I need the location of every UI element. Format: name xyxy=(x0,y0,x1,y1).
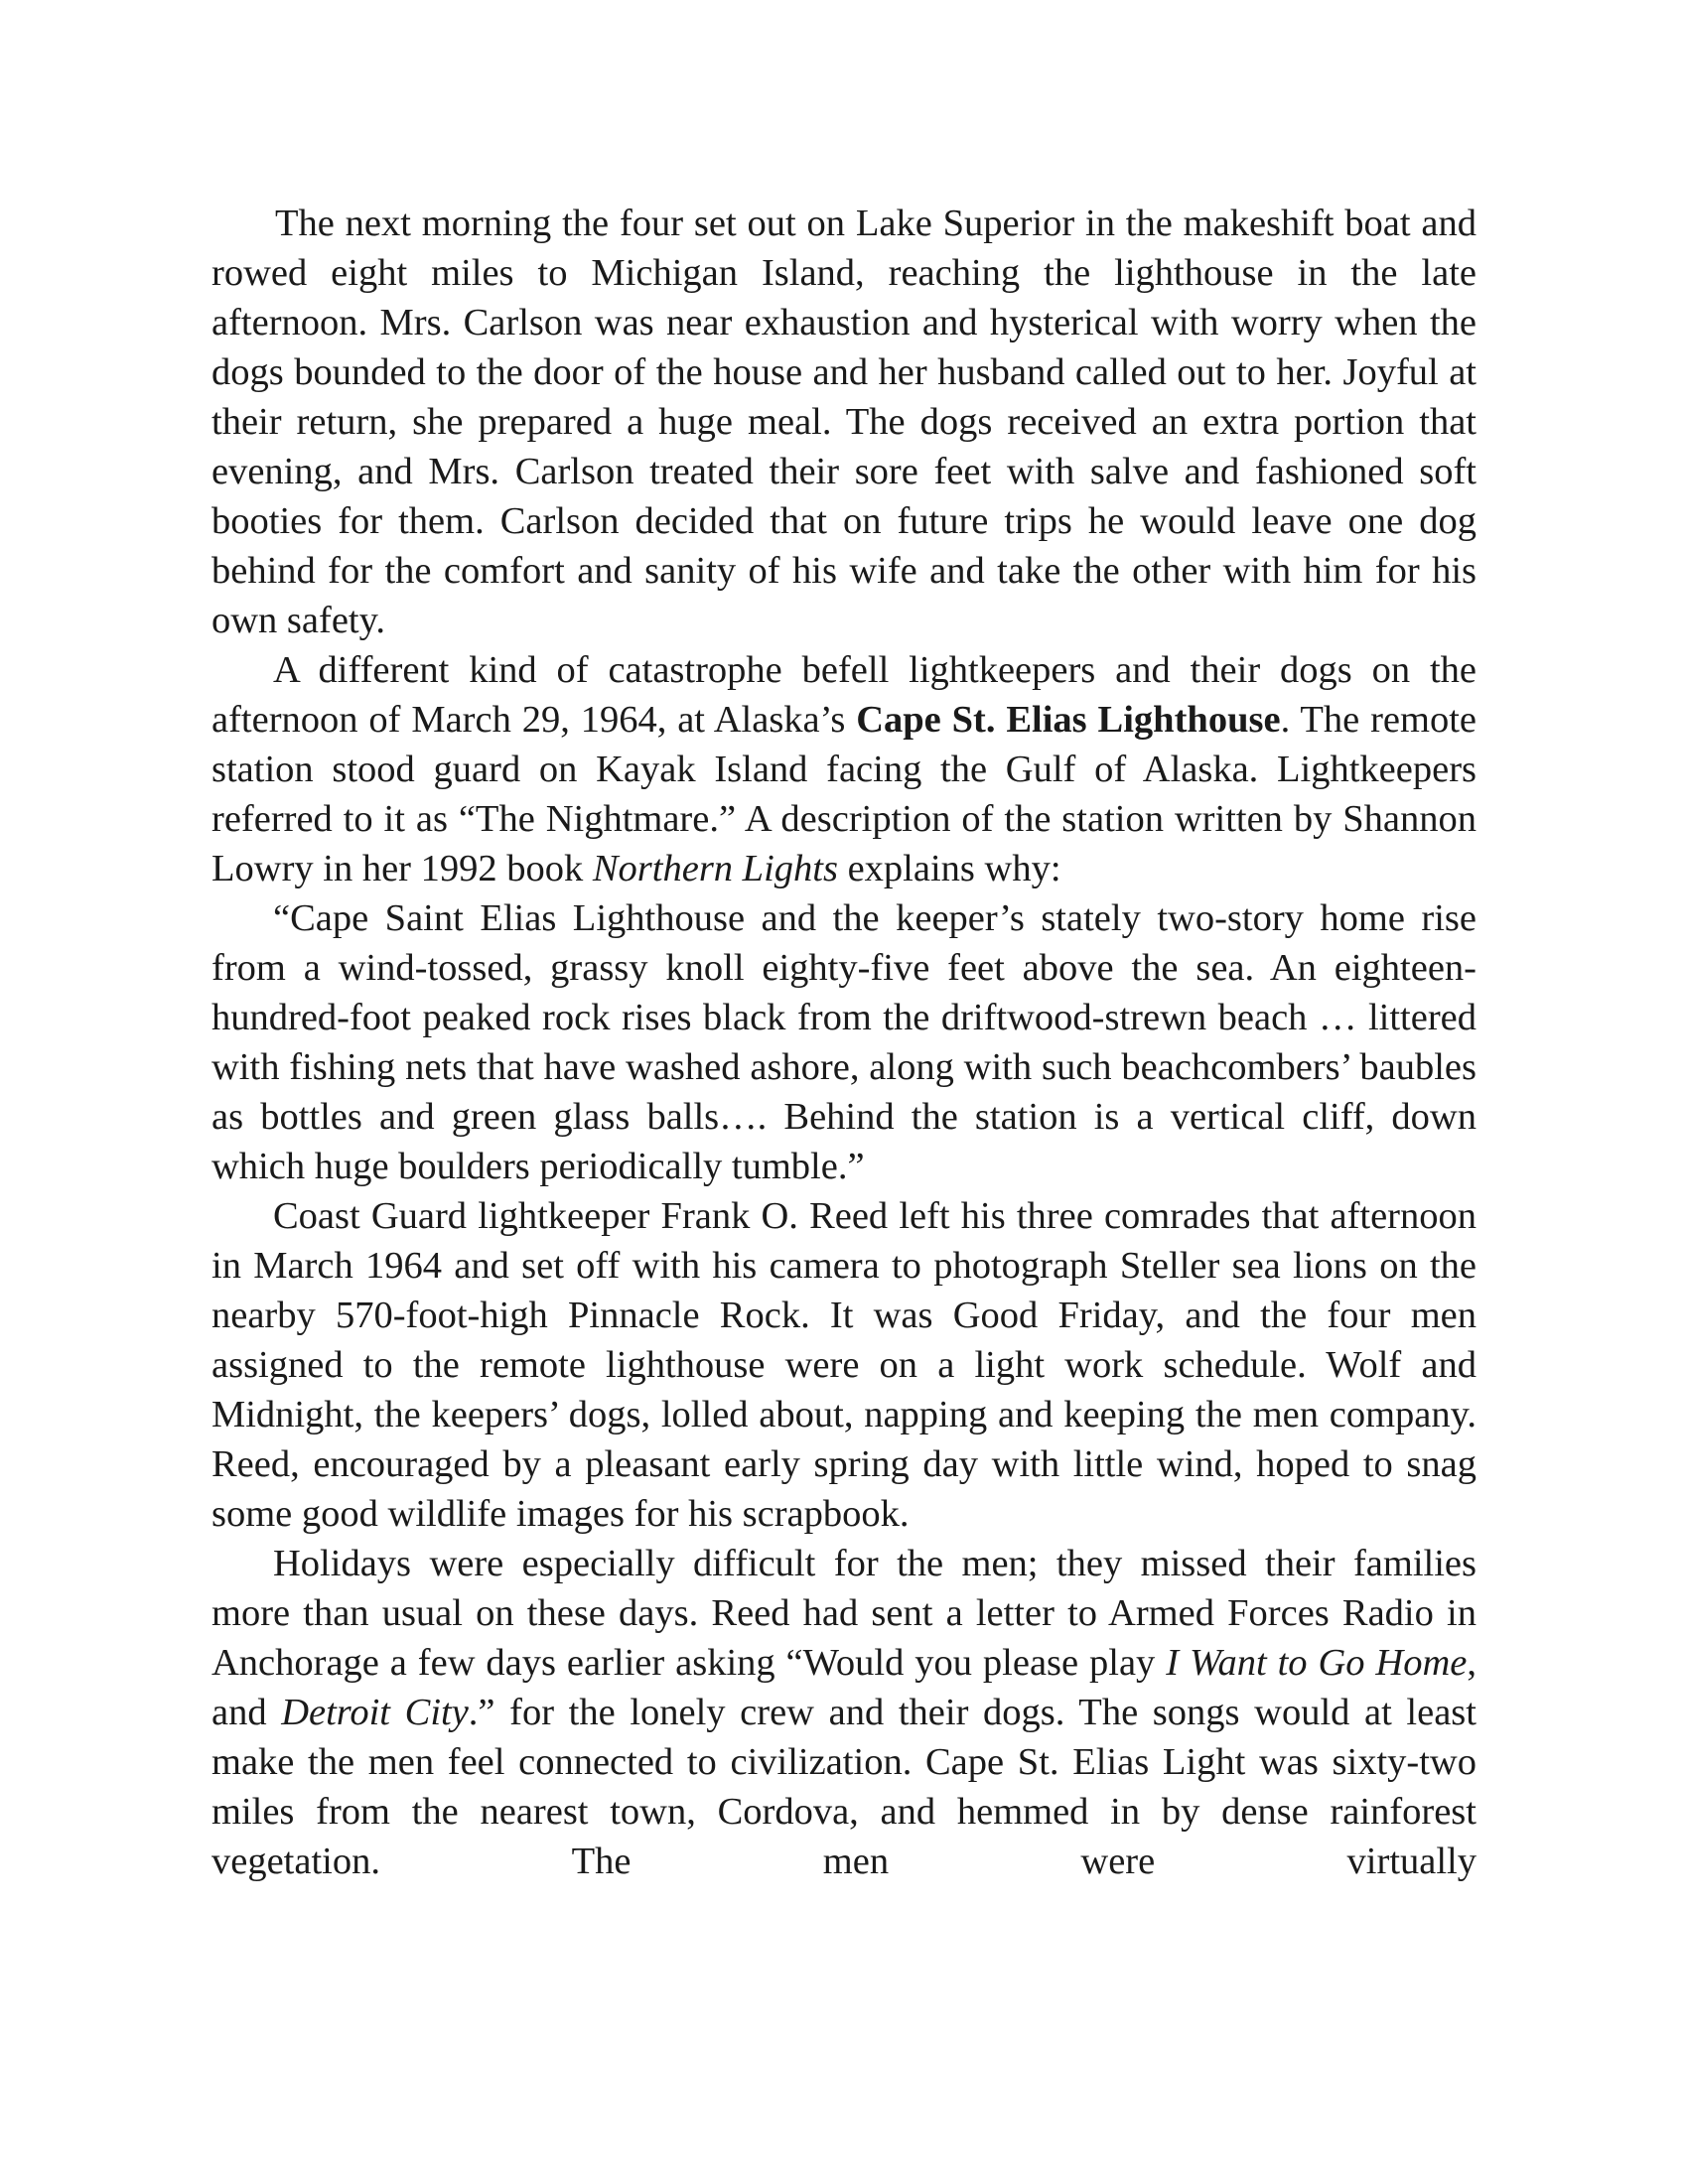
text-run: Holidays were especially difficult for the men; they missed their families more than usual on these days. Reed had sent a letter to Armed Forces Radio in Anchorage a few days earlier asking “Would you please play xyxy=(211,1543,1477,1684)
text-run: .” for the lonely crew and their dogs. The songs would at least make the men feel connected to civilization. Cape St. Elias Light was sixty-two miles from the nearest town, Cordova, and hemmed in by dense rainforest vegetation. The men were virtually xyxy=(211,1692,1477,1882)
text-run: The next morning the four set out on Lake Superior in the makeshift boat and rowed eight miles to Michigan Island, reaching the lighthouse in the late afternoon. Mrs. Carlson was near exhaustion and hysterical with worry when the dogs bounded to the door of the house and her husband called out to her. Joyful at their return, she prepared a huge meal. The dogs received an extra portion that evening, and Mrs. Carlson treated their sore feet with salve and fashioned soft booties for them. Carlson decided that on future trips he would leave one dog behind for the comfort and sanity of his wife and take the other with him for his own safety. xyxy=(211,203,1477,641)
book-title-italic: Northern Lights xyxy=(592,848,838,889)
text-run: A different kind of catastrophe befell lightkeepers and their dogs on the afternoon of March 29, 1964, at Alaska’s xyxy=(211,649,1477,741)
paragraph-cape-st-elias xyxy=(211,645,1477,893)
paragraph-carlson-return xyxy=(211,199,1477,645)
text-run: . The remote station stood guard on Kayak Island facing the Gulf of Alaska. Lightkeepers referred to it as “The Nightmare.” A description of the station written by Shannon Lowry in her 1992 book xyxy=(211,699,1477,889)
text-run: , and xyxy=(211,1642,1477,1733)
paragraph-holidays xyxy=(211,1539,1477,1886)
page-body xyxy=(211,199,1477,1886)
paragraph-quotation xyxy=(211,893,1477,1191)
song-title-italic: I Want to Go Home xyxy=(1166,1642,1468,1684)
paragraph-frank-reed xyxy=(211,1191,1477,1539)
text-run: “Cape Saint Elias Lighthouse and the keeper’s stately two-story home rise from a wind-tossed, grassy knoll eighty-five feet above the sea. An eighteen-hundred-foot peaked rock rises black from the driftwood-strewn beach … littered with fishing nets that have washed ashore, along with such beachcombers’ baubles as bottles and green glass balls…. Behind the station is a vertical cliff, down which huge boulders periodically tumble.” xyxy=(211,897,1477,1187)
song-title-italic: Detroit City xyxy=(281,1692,469,1733)
text-run: explains why: xyxy=(837,848,1061,889)
text-run: Coast Guard lightkeeper Frank O. Reed left his three comrades that afternoon in March 1964 and set off with his camera to photograph Steller sea lions on the nearby 570-foot-high Pinnacle Rock. It was Good Friday, and the four men assigned to the remote lighthouse were on a light work schedule. Wolf and Midnight, the keepers’ dogs, lolled about, napping and keeping the men company. Reed, encouraged by a pleasant early spring day with little wind, hoped to snag some good wildlife images for his scrapbook. xyxy=(211,1195,1477,1535)
lighthouse-name-bold: Cape St. Elias Lighthouse xyxy=(856,699,1281,741)
